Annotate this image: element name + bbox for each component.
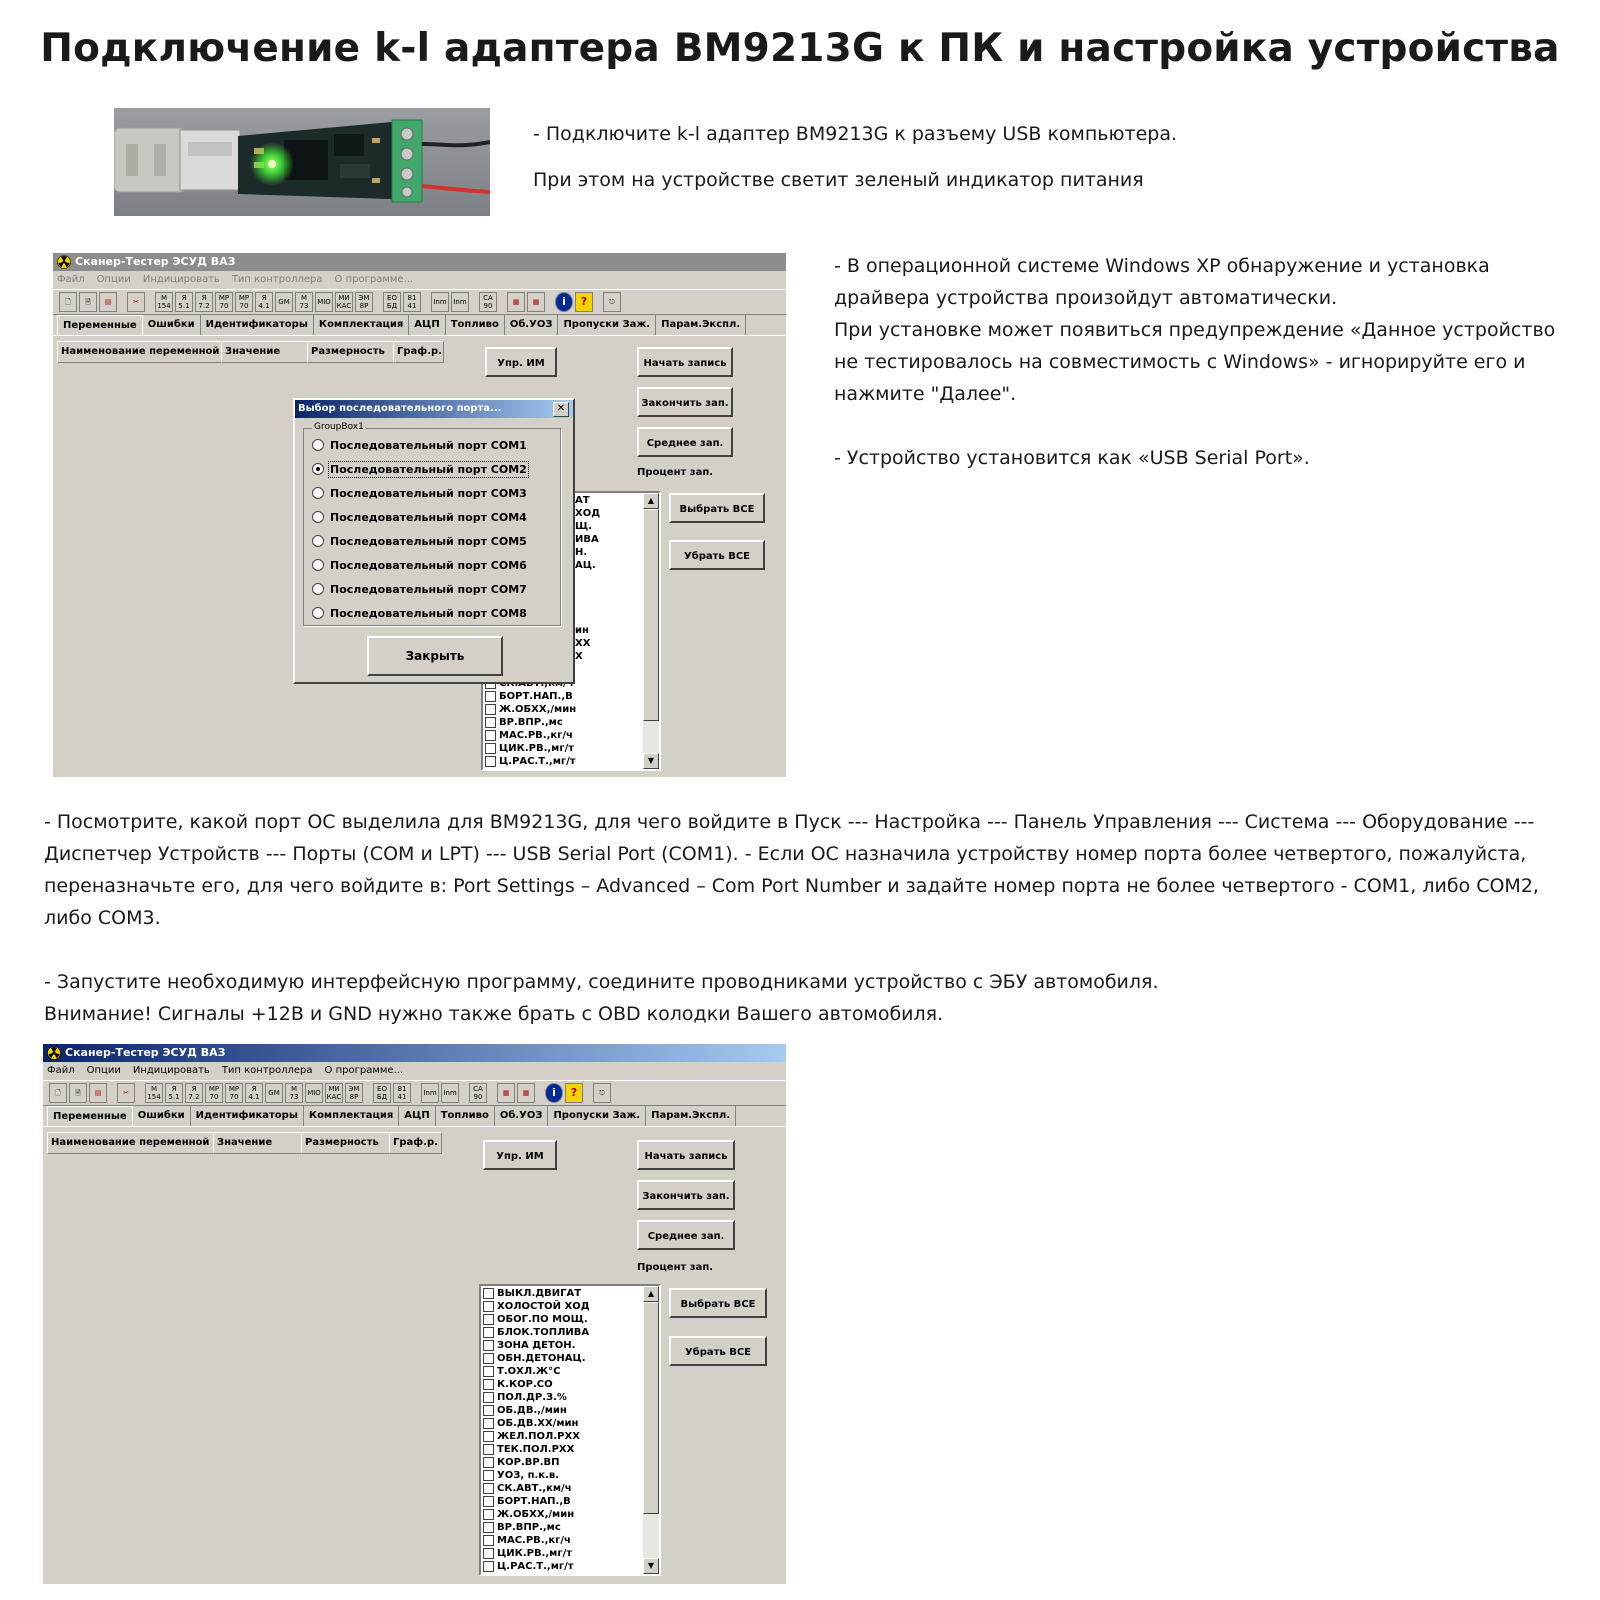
- radio-com7[interactable]: Последовательный порт COM7: [312, 580, 527, 598]
- upr-im-button[interactable]: Упр. ИМ: [483, 1140, 557, 1170]
- ecu-em8r-button[interactable]: ЭМ 8Р: [355, 292, 373, 312]
- radio-circle[interactable]: [312, 439, 324, 451]
- list-item: АТ: [575, 495, 590, 506]
- help-icon[interactable]: ?: [565, 1083, 583, 1103]
- list-item-label: ВР.ВПР.,мс: [497, 1522, 561, 1533]
- scanner-window: [43, 1044, 786, 1584]
- list-scrollbar[interactable]: [643, 493, 659, 769]
- list-item[interactable]: [483, 1560, 641, 1573]
- list-item[interactable]: [483, 1547, 641, 1560]
- radio-com6[interactable]: Последовательный порт COM6: [312, 556, 527, 574]
- list-item[interactable]: [483, 1534, 641, 1547]
- info-icon[interactable]: i: [555, 292, 573, 312]
- new-icon[interactable]: 🗋: [49, 1083, 67, 1103]
- graph-icon-1[interactable]: ▦: [497, 1083, 515, 1103]
- checkbox[interactable]: [483, 1314, 494, 1325]
- list-item[interactable]: [483, 1391, 641, 1404]
- list-item-label: ЗОНА ДЕТОН.: [497, 1340, 576, 1351]
- checkbox[interactable]: [483, 1483, 494, 1494]
- scroll-down-icon[interactable]: ▼: [643, 753, 659, 769]
- groupbox-label: GroupBox1: [314, 422, 364, 432]
- list-item[interactable]: [483, 1287, 641, 1300]
- port-paragraph: - Посмотрите, какой порт ОС выделила для BM9213G, для чего войдите в Пуск --- Настройка --- Панель Управления --- Система --- Оборудование --- Диспетчер Устройств --- Порты (COM и LPT) --- USB Serial Port (COM1). - Если ОС назначила устройству номер порта более четвертого, пожалуйста, переназначьте его, для чего войдите в: Port Settings – Advanced – Com Port Number и задайте номер порта не более четвертого - COM1, либо COM2, либо COM3.: [44, 811, 1539, 929]
- average-record-button[interactable]: Среднее зап.: [637, 1220, 735, 1250]
- list-item-label: МАС.РВ.,кг/ч: [497, 1535, 571, 1546]
- window-titlebar[interactable]: [53, 253, 786, 271]
- list-item[interactable]: [483, 1339, 641, 1352]
- list-item[interactable]: Ж.ОБХХ,/мин: [485, 703, 641, 716]
- scroll-down-icon[interactable]: ▼: [643, 1558, 659, 1574]
- tab-identifiers[interactable]: Идентификаторы: [201, 315, 314, 335]
- radio-com1[interactable]: Последовательный порт COM1: [312, 436, 527, 454]
- tab-errors[interactable]: Ошибки: [143, 315, 201, 335]
- list-item-label: ПОЛ.ДР.З.%: [497, 1392, 567, 1403]
- radio-circle[interactable]: [312, 535, 324, 547]
- checkbox[interactable]: [483, 1366, 494, 1377]
- list-item[interactable]: [483, 1404, 641, 1417]
- checkbox[interactable]: [483, 1457, 494, 1468]
- port-select-dialog: [293, 398, 575, 684]
- scroll-thumb[interactable]: [643, 1302, 659, 1514]
- column-graph[interactable]: Граф.р.: [389, 1132, 442, 1154]
- ecu-mikas-button[interactable]: MИ КАС: [326, 1085, 342, 1101]
- ecu-mio-button[interactable]: MIO: [315, 292, 333, 312]
- variables-listbox[interactable]: [479, 1284, 661, 1576]
- tab-fuel[interactable]: Топливо: [436, 1106, 495, 1126]
- tab-ignition-timing[interactable]: Об.УОЗ: [505, 315, 559, 335]
- list-item[interactable]: [483, 1443, 641, 1456]
- checkbox[interactable]: [483, 1535, 494, 1546]
- ecu-mp70b-button[interactable]: MP 70: [225, 1083, 243, 1103]
- checkbox[interactable]: [483, 1496, 494, 1507]
- scroll-up-icon[interactable]: ▲: [643, 1286, 659, 1302]
- dialog-title: Выбор последовательного порта...: [298, 403, 502, 414]
- list-item[interactable]: [483, 1326, 641, 1339]
- tab-adc[interactable]: АЦП: [409, 315, 445, 335]
- select-all-button[interactable]: Выбрать ВСЕ: [669, 1288, 767, 1318]
- toolbar: [43, 1080, 786, 1106]
- remove-all-button[interactable]: Убрать ВСЕ: [669, 540, 765, 570]
- list-scrollbar[interactable]: [643, 1286, 659, 1574]
- variables-list: [483, 1287, 641, 1573]
- upr-im-button[interactable]: Упр. ИМ: [485, 347, 557, 377]
- checkbox[interactable]: [485, 704, 496, 715]
- list-item-label: ХОЛОСТОЙ ХОД: [497, 1301, 590, 1312]
- list-item[interactable]: [483, 1456, 641, 1469]
- window-title: Сканер-Тестер ЭСУД ВАЗ: [75, 255, 236, 268]
- inm-button-2[interactable]: Inm: [451, 292, 469, 312]
- list-item-label: ОБОГ.ПО МОЩ.: [497, 1314, 588, 1325]
- menu-file[interactable]: Файл: [57, 274, 85, 285]
- usb-adapter-image: [114, 108, 490, 216]
- ecu-mikas-button[interactable]: MИ КАС: [336, 294, 352, 310]
- partial-list-fragments: [575, 494, 641, 663]
- menubar: [53, 271, 786, 289]
- radio-com3[interactable]: Последовательный порт COM3: [312, 484, 527, 502]
- list-item-label: БОРТ.НАП.,В: [497, 1496, 571, 1507]
- list-item-label: ТЕК.ПОЛ.РХХ: [497, 1444, 575, 1455]
- dialog-close-icon[interactable]: ✕: [553, 402, 569, 417]
- column-name[interactable]: Наименование переменной: [47, 1132, 214, 1154]
- list-item-label: КОР.ВР.ВП: [497, 1457, 560, 1468]
- install-paragraph-2: При установке может появиться предупреждение «Данное устройство не тестировалось на совместимость с Windows» - игнорируйте его и нажмите "Далее".: [834, 319, 1556, 405]
- graph-icon-2[interactable]: ▦: [517, 1083, 535, 1103]
- checkbox[interactable]: [483, 1470, 494, 1481]
- radio-circle[interactable]: [312, 559, 324, 571]
- list-item[interactable]: [483, 1430, 641, 1443]
- checkbox[interactable]: [483, 1418, 494, 1429]
- list-item[interactable]: [483, 1521, 641, 1534]
- stop-record-button[interactable]: Закончить зап.: [637, 1180, 735, 1210]
- list-item[interactable]: БОРТ.НАП.,В: [485, 690, 641, 703]
- checkbox[interactable]: [483, 1405, 494, 1416]
- radio-circle[interactable]: [312, 607, 324, 619]
- checkbox[interactable]: [483, 1340, 494, 1351]
- column-name[interactable]: Наименование переменной: [57, 341, 222, 363]
- checkbox[interactable]: [485, 717, 496, 728]
- exit-icon[interactable]: ⎋: [603, 292, 621, 312]
- menu-about[interactable]: О программе...: [324, 1065, 404, 1076]
- checkbox[interactable]: [485, 743, 496, 754]
- intro-text: [533, 118, 1573, 196]
- list-item[interactable]: [483, 1300, 641, 1313]
- tab-identifiers[interactable]: Идентификаторы: [191, 1106, 304, 1126]
- list-item[interactable]: Ц.РАС.Т.,мг/т: [485, 755, 641, 768]
- radio-circle[interactable]: [312, 487, 324, 499]
- window-titlebar[interactable]: [43, 1044, 786, 1062]
- window-title: Сканер-Тестер ЭСУД ВАЗ: [65, 1046, 226, 1059]
- list-item-label: СК.АВТ.,км/ч: [497, 1483, 572, 1494]
- ecu-ya72-button[interactable]: Я 7.2: [185, 1083, 203, 1103]
- radiation-icon: [57, 255, 71, 269]
- tab-operation-params[interactable]: Парам.Экспл.: [646, 1106, 736, 1126]
- ecu-gm-button[interactable]: GM: [275, 292, 293, 312]
- column-value[interactable]: Значение: [221, 341, 308, 363]
- ecu-m73-button[interactable]: M 73: [295, 292, 313, 312]
- tab-fuel[interactable]: Топливо: [446, 315, 505, 335]
- start-record-button[interactable]: Начать запись: [637, 347, 733, 377]
- ecu-ya41-button[interactable]: Я 4.1: [245, 1083, 263, 1103]
- list-item[interactable]: [483, 1365, 641, 1378]
- list-item: Х: [575, 651, 583, 662]
- list-item: АЦ.: [575, 560, 596, 571]
- list-item[interactable]: [483, 1417, 641, 1430]
- open-icon[interactable]: 🗎: [69, 1083, 87, 1103]
- list-item[interactable]: [483, 1482, 641, 1495]
- checkbox[interactable]: [485, 756, 496, 767]
- list-item[interactable]: [483, 1313, 641, 1326]
- scroll-thumb[interactable]: [643, 509, 659, 721]
- eo-bd-button[interactable]: EO БД: [373, 1083, 391, 1103]
- intro-line-1: - Подключите k-l адаптер BM9213G к разъему USB компьютера.: [533, 123, 1177, 145]
- ecu-m73-button[interactable]: M 73: [285, 1083, 303, 1103]
- radio-circle[interactable]: [312, 583, 324, 595]
- launch-line-1: - Запустите необходимую интерфейсную программу, соедините проводниками устройство с ЭБУ автомобиля.: [44, 971, 1159, 993]
- install-instructions: [834, 250, 1574, 474]
- list-item[interactable]: [483, 1352, 641, 1365]
- menu-about[interactable]: О программе...: [334, 274, 414, 285]
- dialog-close-button[interactable]: Закрыть: [367, 636, 503, 676]
- menubar: [43, 1062, 786, 1080]
- checkbox[interactable]: [485, 691, 496, 702]
- ecu-em8r-button[interactable]: ЭМ 8Р: [345, 1083, 363, 1103]
- inm-button-1[interactable]: Inm: [431, 292, 449, 312]
- radio-com5[interactable]: Последовательный порт COM5: [312, 532, 527, 550]
- column-value[interactable]: Значение: [213, 1132, 302, 1154]
- percent-label: Процент зап.: [637, 1262, 714, 1273]
- radio-com2[interactable]: Последовательный порт COM2: [312, 460, 527, 478]
- launch-line-2: Внимание! Сигналы +12В и GND нужно также брать с OBD колодки Вашего автомобиля.: [44, 1003, 944, 1025]
- menu-indicate[interactable]: Индицировать: [142, 274, 220, 285]
- list-item[interactable]: ЦИК.РВ.,мг/т: [485, 742, 641, 755]
- launch-instructions: [44, 966, 1564, 1030]
- visible-list-items: [485, 677, 641, 768]
- tab-misfires[interactable]: Пропуски Заж.: [558, 315, 656, 335]
- checkbox[interactable]: [483, 1301, 494, 1312]
- ecu-mp70-button[interactable]: MP 70: [215, 292, 233, 312]
- checkbox[interactable]: [483, 1444, 494, 1455]
- menu-file[interactable]: Файл: [47, 1065, 75, 1076]
- exit-icon[interactable]: ⎋: [593, 1083, 611, 1103]
- radiation-icon: [47, 1046, 61, 1060]
- list-item-label: УОЗ, п.к.в.: [497, 1470, 560, 1481]
- checkbox[interactable]: [483, 1353, 494, 1364]
- list-item-label: ЦИК.РВ.,мг/т: [497, 1548, 573, 1559]
- scanner-window-with-dialog: [53, 253, 786, 777]
- install-paragraph-3: - Устройство установится как «USB Serial Port».: [834, 447, 1310, 469]
- ecu-ya72-button[interactable]: Я 7.2: [195, 292, 213, 312]
- checkbox[interactable]: [483, 1509, 494, 1520]
- list-item-label: ОБ.ДВ.,/мин: [497, 1405, 567, 1416]
- list-item-label: Т.ОХЛ.Ж°С: [497, 1366, 561, 1377]
- tab-variables[interactable]: Переменные: [57, 315, 143, 335]
- list-item: Щ.: [575, 521, 593, 532]
- start-record-button[interactable]: Начать запись: [637, 1140, 735, 1170]
- list-item[interactable]: [483, 1508, 641, 1521]
- tools-icon[interactable]: ✂: [117, 1083, 135, 1103]
- ecu-ya41-button[interactable]: Я 4.1: [255, 292, 273, 312]
- install-paragraph-1: - В операционной системе Windows XP обнаружение и установка драйвера устройства произойдут автоматически.: [834, 255, 1490, 309]
- checkbox[interactable]: [485, 730, 496, 741]
- ca90-button[interactable]: CA 90: [469, 1083, 487, 1103]
- radio-circle[interactable]: [312, 511, 324, 523]
- list-item-label: ОБН.ДЕТОНАЦ.: [497, 1353, 586, 1364]
- menu-options[interactable]: Опции: [96, 274, 131, 285]
- dialog-titlebar[interactable]: [295, 400, 573, 418]
- tab-operation-params[interactable]: Парам.Экспл.: [656, 315, 746, 335]
- percent-label: Процент зап.: [637, 467, 714, 478]
- graph-icon-2[interactable]: ▦: [527, 292, 545, 312]
- list-item: Н.: [575, 547, 588, 558]
- list-item[interactable]: МАС.РВ.,кг/ч: [485, 729, 641, 742]
- info-icon[interactable]: i: [545, 1083, 563, 1103]
- list-item-label: ВЫКЛ.ДВИГАТ: [497, 1288, 582, 1299]
- checkbox[interactable]: [483, 1288, 494, 1299]
- inm-button-1[interactable]: Inm: [421, 1083, 439, 1103]
- ecu-m154-button[interactable]: M 154: [145, 1083, 163, 1103]
- help-icon[interactable]: ?: [575, 292, 593, 312]
- ecu-ya51-button[interactable]: Я 5.1: [175, 292, 193, 312]
- open-icon[interactable]: 🗎: [79, 292, 97, 312]
- radio-circle-selected[interactable]: [312, 463, 324, 475]
- menu-controller-type[interactable]: Тип контроллера: [231, 274, 323, 285]
- menu-controller-type[interactable]: Тип контроллера: [221, 1065, 313, 1076]
- checkbox[interactable]: [483, 1548, 494, 1559]
- list-item-label: БЛОК.ТОПЛИВА: [497, 1327, 590, 1338]
- checkbox[interactable]: [483, 1431, 494, 1442]
- column-unit[interactable]: Размерность: [301, 1132, 390, 1154]
- tab-errors[interactable]: Ошибки: [133, 1106, 191, 1126]
- list-item[interactable]: ВР.ВПР.,мс: [485, 716, 641, 729]
- toolbar: [53, 289, 786, 315]
- list-item[interactable]: [483, 1469, 641, 1482]
- list-item[interactable]: [483, 1495, 641, 1508]
- scroll-up-icon[interactable]: ▲: [643, 493, 659, 509]
- column-unit[interactable]: Размерность: [307, 341, 394, 363]
- list-item: ИВА: [575, 534, 599, 545]
- menu-options[interactable]: Опции: [86, 1065, 121, 1076]
- ca90-button[interactable]: CA 90: [479, 292, 497, 312]
- inm-button-2[interactable]: Inm: [441, 1083, 459, 1103]
- adapter-photo: [114, 108, 490, 216]
- code-8141-button[interactable]: 81 41: [403, 292, 421, 312]
- tab-configuration[interactable]: Комплектация: [304, 1106, 399, 1126]
- list-item[interactable]: [483, 1378, 641, 1391]
- list-item: ХХ: [575, 638, 591, 649]
- tab-adc[interactable]: АЦП: [399, 1106, 435, 1126]
- remove-all-button[interactable]: Убрать ВСЕ: [669, 1336, 767, 1366]
- tab-variables[interactable]: Переменные: [47, 1106, 133, 1126]
- select-all-button[interactable]: Выбрать ВСЕ: [669, 493, 765, 523]
- list-item-label: Ж.ОБХХ,/мин: [497, 1509, 575, 1520]
- intro-line-2: При этом на устройстве светит зеленый индикатор питания: [533, 169, 1144, 191]
- checkbox[interactable]: [483, 1561, 494, 1572]
- list-item-label: ОБ.ДВ.ХХ/мин: [497, 1418, 579, 1429]
- new-icon[interactable]: 🗋: [59, 292, 77, 312]
- ecu-mp70-button[interactable]: MP 70: [205, 1083, 223, 1103]
- menu-indicate[interactable]: Индицировать: [132, 1065, 210, 1076]
- radio-com4[interactable]: Последовательный порт COM4: [312, 508, 527, 526]
- eo-bd-button[interactable]: EO БД: [383, 292, 401, 312]
- tab-strip: [43, 1106, 786, 1127]
- tab-strip: [53, 315, 786, 336]
- average-record-button[interactable]: Среднее зап.: [637, 427, 733, 457]
- list-item: ХОД: [575, 508, 601, 519]
- save-icon[interactable]: ▤: [89, 1083, 107, 1103]
- graph-icon-1[interactable]: ▦: [507, 292, 525, 312]
- column-graph[interactable]: Граф.р.: [393, 341, 444, 363]
- port-instructions: [44, 806, 1564, 934]
- code-8141-button[interactable]: 81 41: [393, 1083, 411, 1103]
- port-groupbox: [303, 422, 561, 626]
- ecu-mp70b-button[interactable]: MP 70: [235, 292, 253, 312]
- ecu-mio-button[interactable]: MIO: [305, 1083, 323, 1103]
- tools-icon[interactable]: ✂: [127, 292, 145, 312]
- list-item: ин: [575, 625, 589, 636]
- tab-ignition-timing[interactable]: Об.УОЗ: [495, 1106, 549, 1126]
- checkbox[interactable]: [483, 1522, 494, 1533]
- ecu-ya51-button[interactable]: Я 5.1: [165, 1083, 183, 1103]
- checkbox[interactable]: [483, 1379, 494, 1390]
- tab-configuration[interactable]: Комплектация: [314, 315, 409, 335]
- save-icon[interactable]: ▤: [99, 292, 117, 312]
- ecu-gm-button[interactable]: GM: [265, 1083, 283, 1103]
- stop-record-button[interactable]: Закончить зап.: [637, 387, 733, 417]
- checkbox[interactable]: [483, 1392, 494, 1403]
- ecu-m154-button[interactable]: M 154: [155, 292, 173, 312]
- tab-misfires[interactable]: Пропуски Заж.: [548, 1106, 646, 1126]
- radio-com8[interactable]: Последовательный порт COM8: [312, 604, 527, 622]
- list-item-label: К.КОР.СО: [497, 1379, 553, 1390]
- checkbox[interactable]: [483, 1327, 494, 1338]
- list-item-label: ЖЕЛ.ПОЛ.РХХ: [497, 1431, 580, 1442]
- list-item-label: Ц.РАС.Т.,мг/т: [497, 1561, 574, 1572]
- page-title: Подключение k-l адаптера BM9213G к ПК и настройка устройства: [40, 26, 1560, 71]
